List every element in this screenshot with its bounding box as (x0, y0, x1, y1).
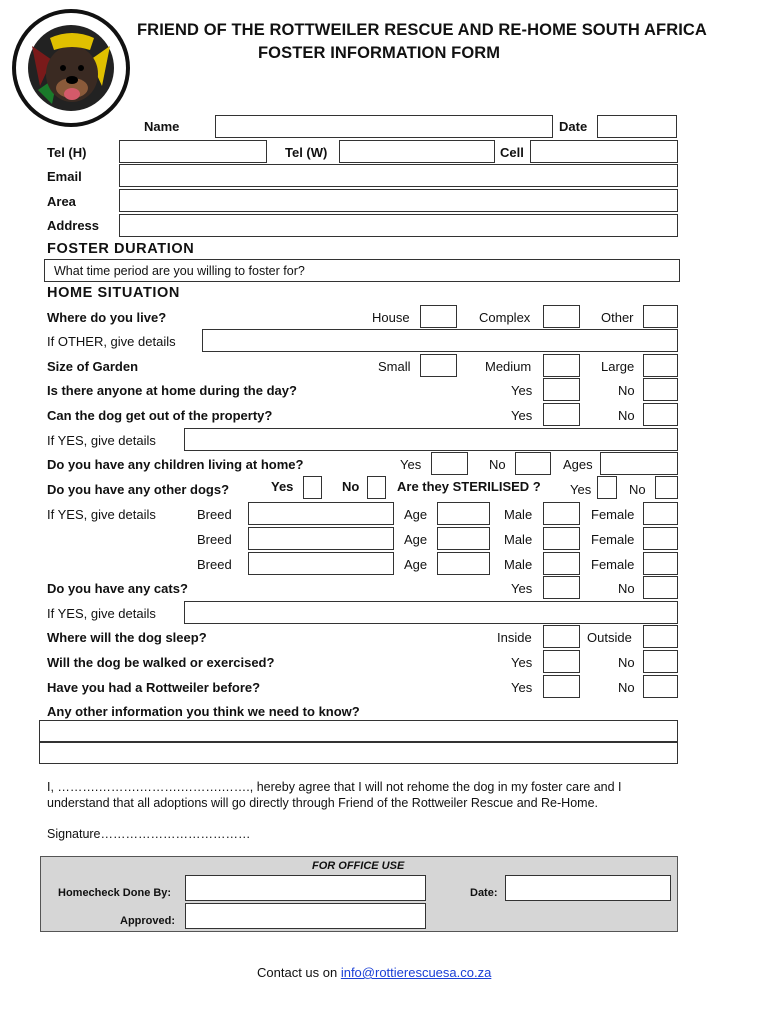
office-use-heading: FOR OFFICE USE (312, 860, 405, 872)
dog1-age-field[interactable] (437, 502, 490, 525)
rottie-yes-label: Yes (511, 680, 533, 695)
tel-h-label: Tel (H) (47, 145, 87, 160)
dog1-female-checkbox[interactable] (643, 502, 678, 525)
children-yes-label: Yes (400, 457, 422, 472)
tel-w-label: Tel (W) (285, 145, 328, 160)
approved-label: Approved: (120, 915, 175, 927)
dog1-breed-field[interactable] (248, 502, 394, 525)
other-label: Other (601, 310, 634, 325)
area-label: Area (47, 194, 76, 209)
address-field[interactable] (119, 214, 678, 237)
sleep-question: Where will the dog sleep? (47, 630, 207, 645)
date-label: Date (559, 119, 588, 134)
dog2-male-label: Male (504, 532, 533, 547)
footer-email-link[interactable]: info@rottierescuesa.co.za (340, 965, 492, 980)
email-field[interactable] (119, 164, 678, 187)
rottie-question: Have you had a Rottweiler before? (47, 680, 261, 695)
dog2-breed-label: Breed (197, 532, 232, 547)
dog3-male-label: Male (504, 557, 533, 572)
cats-no-checkbox[interactable] (643, 576, 678, 599)
dog2-female-checkbox[interactable] (643, 527, 678, 550)
dog3-breed-label: Breed (197, 557, 232, 572)
dog1-female-label: Female (591, 507, 635, 522)
get-out-no-label: No (618, 408, 635, 423)
other-dogs-question: Do you have any other dogs? (47, 482, 230, 497)
cats-question: Do you have any cats? (47, 581, 188, 596)
dog3-female-label: Female (591, 557, 635, 572)
home-day-no-checkbox[interactable] (643, 378, 678, 401)
other-info-field-1[interactable] (39, 720, 678, 742)
large-checkbox[interactable] (643, 354, 678, 377)
walked-question: Will the dog be walked or exercised? (47, 655, 275, 670)
office-date-label: Date: (470, 887, 498, 899)
get-out-yes-checkbox[interactable] (543, 403, 580, 426)
other-checkbox[interactable] (643, 305, 678, 328)
inside-checkbox[interactable] (543, 625, 580, 648)
date-field[interactable] (597, 115, 677, 138)
foster-duration-question: What time period are you willing to foster for? (54, 264, 305, 278)
cats-details-field[interactable] (184, 601, 678, 624)
tel-h-field[interactable] (119, 140, 267, 163)
complex-label: Complex (479, 310, 531, 325)
home-day-yes-label: Yes (511, 383, 533, 398)
other-details-label: If OTHER, give details (47, 334, 176, 349)
get-out-details-label: If YES, give details (47, 433, 156, 448)
cats-yes-label: Yes (511, 581, 533, 596)
email-label: Email (47, 169, 82, 184)
sterilised-yes-checkbox[interactable] (597, 476, 617, 499)
other-dogs-no-label: No (342, 479, 360, 494)
dog2-breed-field[interactable] (248, 527, 394, 550)
approved-field[interactable] (185, 903, 426, 929)
agreement-line2: understand that all adoptions will go directly through Friend of the Rottweiler Rescue and Re-Home. (47, 796, 598, 810)
other-dogs-yes-label: Yes (271, 479, 294, 494)
home-situation-heading: HOME SITUATION (47, 285, 180, 301)
children-no-label: No (489, 457, 506, 472)
signature-line[interactable]: Signature……………………………… (47, 827, 251, 841)
rottie-no-label: No (618, 680, 635, 695)
children-no-checkbox[interactable] (515, 452, 551, 475)
children-yes-checkbox[interactable] (431, 452, 468, 475)
get-out-no-checkbox[interactable] (643, 403, 678, 426)
agreement-line1: I, ……….……….……….……….……., hereby agree that I will not rehome the dog in my foster care and I (47, 780, 622, 794)
large-label: Large (601, 359, 635, 374)
dog1-age-label: Age (404, 507, 428, 522)
form-title-line1: FRIEND OF THE ROTTWEILER RESCUE AND RE-HOME SOUTH AFRICA (137, 21, 707, 39)
get-out-details-field[interactable] (184, 428, 678, 451)
sterilised-question: Are they STERILISED ? (397, 479, 541, 494)
dog3-age-field[interactable] (437, 552, 490, 575)
cats-details-label: If YES, give details (47, 606, 156, 621)
form-title-line2: FOSTER INFORMATION FORM (258, 44, 501, 62)
sterilised-yes-label: Yes (570, 482, 592, 497)
office-use-panel (40, 856, 678, 932)
dog1-breed-label: Breed (197, 507, 232, 522)
sterilised-no-label: No (629, 482, 646, 497)
complex-checkbox[interactable] (543, 305, 580, 328)
medium-label: Medium (485, 359, 532, 374)
small-checkbox[interactable] (420, 354, 457, 377)
other-info-question: Any other information you think we need to know? (47, 704, 360, 719)
children-question: Do you have any children living at home? (47, 457, 304, 472)
outside-checkbox[interactable] (643, 625, 678, 648)
cell-label: Cell (500, 145, 524, 160)
homecheck-label: Homecheck Done By: (58, 887, 172, 899)
foster-duration-heading: FOSTER DURATION (47, 241, 195, 257)
other-info-field-2[interactable] (39, 742, 678, 764)
dog2-male-checkbox[interactable] (543, 527, 580, 550)
house-label: House (372, 310, 410, 325)
dog2-female-label: Female (591, 532, 635, 547)
area-field[interactable] (119, 189, 678, 212)
other-dogs-yes-checkbox[interactable] (303, 476, 322, 499)
rottie-no-checkbox[interactable] (643, 675, 678, 698)
walked-yes-label: Yes (511, 655, 533, 670)
dog1-male-checkbox[interactable] (543, 502, 580, 525)
walked-no-checkbox[interactable] (643, 650, 678, 673)
house-checkbox[interactable] (420, 305, 457, 328)
live-question: Where do you live? (47, 310, 167, 325)
home-day-question: Is there anyone at home during the day? (47, 383, 297, 398)
dog3-male-checkbox[interactable] (543, 552, 580, 575)
ages-field[interactable] (600, 452, 678, 475)
dog3-female-checkbox[interactable] (643, 552, 678, 575)
dog2-age-field[interactable] (437, 527, 490, 550)
cell-field[interactable] (530, 140, 678, 163)
small-label: Small (378, 359, 411, 374)
footer-contact-prefix: Contact us on (257, 965, 341, 980)
walked-no-label: No (618, 655, 635, 670)
office-date-field[interactable] (505, 875, 671, 901)
home-day-no-label: No (618, 383, 635, 398)
rottie-yes-checkbox[interactable] (543, 675, 580, 698)
get-out-question: Can the dog get out of the property? (47, 408, 273, 423)
name-field[interactable] (215, 115, 553, 138)
dog3-age-label: Age (404, 557, 428, 572)
footer-contact (257, 965, 491, 980)
ages-label: Ages (563, 457, 593, 472)
get-out-yes-label: Yes (511, 408, 533, 423)
other-dogs-no-checkbox[interactable] (367, 476, 386, 499)
dog1-male-label: Male (504, 507, 533, 522)
tel-w-field[interactable] (339, 140, 495, 163)
sterilised-no-checkbox[interactable] (655, 476, 678, 499)
dogs-details-label: If YES, give details (47, 507, 156, 522)
dog3-breed-field[interactable] (248, 552, 394, 575)
garden-question: Size of Garden (47, 359, 139, 374)
address-label: Address (47, 218, 100, 233)
name-label: Name (144, 119, 180, 134)
rescue-logo (10, 8, 132, 128)
homecheck-field[interactable] (185, 875, 426, 901)
inside-label: Inside (497, 630, 532, 645)
home-day-yes-checkbox[interactable] (543, 378, 580, 401)
walked-yes-checkbox[interactable] (543, 650, 580, 673)
outside-label: Outside (587, 630, 632, 645)
dog2-age-label: Age (404, 532, 428, 547)
cats-yes-checkbox[interactable] (543, 576, 580, 599)
cats-no-label: No (618, 581, 635, 596)
medium-checkbox[interactable] (543, 354, 580, 377)
other-details-field[interactable] (202, 329, 678, 352)
